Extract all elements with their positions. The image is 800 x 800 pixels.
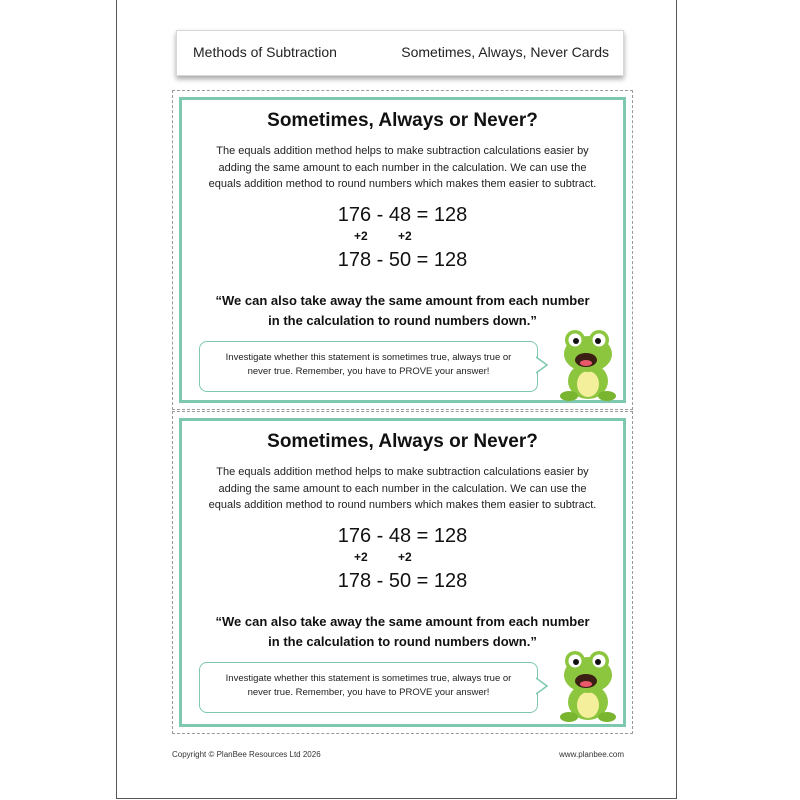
header-resource-type: Sometimes, Always, Never Cards [401,44,609,60]
prompt-line: Investigate whether this statement is sometimes true, always true or [225,673,512,684]
header-topic: Methods of Subtraction [193,44,337,60]
calculation-original: 176 - 48 = 128 [337,204,468,226]
speech-bubble [199,662,538,713]
prompt-line: never true. Remember, you have to PROVE your answer! [247,687,490,698]
footer-website: www.planbee.com [559,750,624,759]
card-frame [179,418,626,727]
calculation-adjusted: 178 - 50 = 128 [337,570,468,592]
investigate-prompt [206,672,531,700]
adjustment-first: +2 [354,229,368,243]
footer-copyright: Copyright © PlanBee Resources Ltd 2026 [172,750,321,759]
card-title: Sometimes, Always or Never? [267,110,538,131]
bubble-tail [536,356,548,374]
investigate-prompt [206,351,531,379]
calculation-original: 176 - 48 = 128 [337,525,468,547]
frog-mascot-icon [555,647,621,725]
statement-quote [192,612,613,652]
statement-quote [192,291,613,331]
adjustment-second: +2 [398,229,412,243]
calculation-adjusted: 178 - 50 = 128 [337,249,468,271]
speech-bubble [199,341,538,392]
statement-line: in the calculation to round numbers down.” [268,313,537,328]
card-intro-text: The equals addition method helps to make subtraction calculations easier by adding the same amount to each number in the calculation. We can use the equals addition method to round numbers which makes them easier to subtract. [208,466,597,511]
card-frame [179,97,626,403]
adjustment-first: +2 [354,550,368,564]
page-header [176,30,624,76]
bubble-tail [536,677,548,695]
statement-line: “We can also take away the same amount from each number [215,614,590,629]
statement-line: “We can also take away the same amount from each number [215,293,590,308]
task-card-1 [172,90,633,410]
statement-line: in the calculation to round numbers down.” [268,634,537,649]
card-title: Sometimes, Always or Never? [267,431,538,452]
prompt-line: never true. Remember, you have to PROVE your answer! [247,366,490,377]
task-card-2 [172,411,633,734]
frog-mascot-icon [555,326,621,404]
prompt-line: Investigate whether this statement is sometimes true, always true or [225,352,512,363]
card-intro-text: The equals addition method helps to make subtraction calculations easier by adding the same amount to each number in the calculation. We can use the equals addition method to round numbers which makes them easier to subtract. [208,145,597,190]
adjustment-second: +2 [398,550,412,564]
